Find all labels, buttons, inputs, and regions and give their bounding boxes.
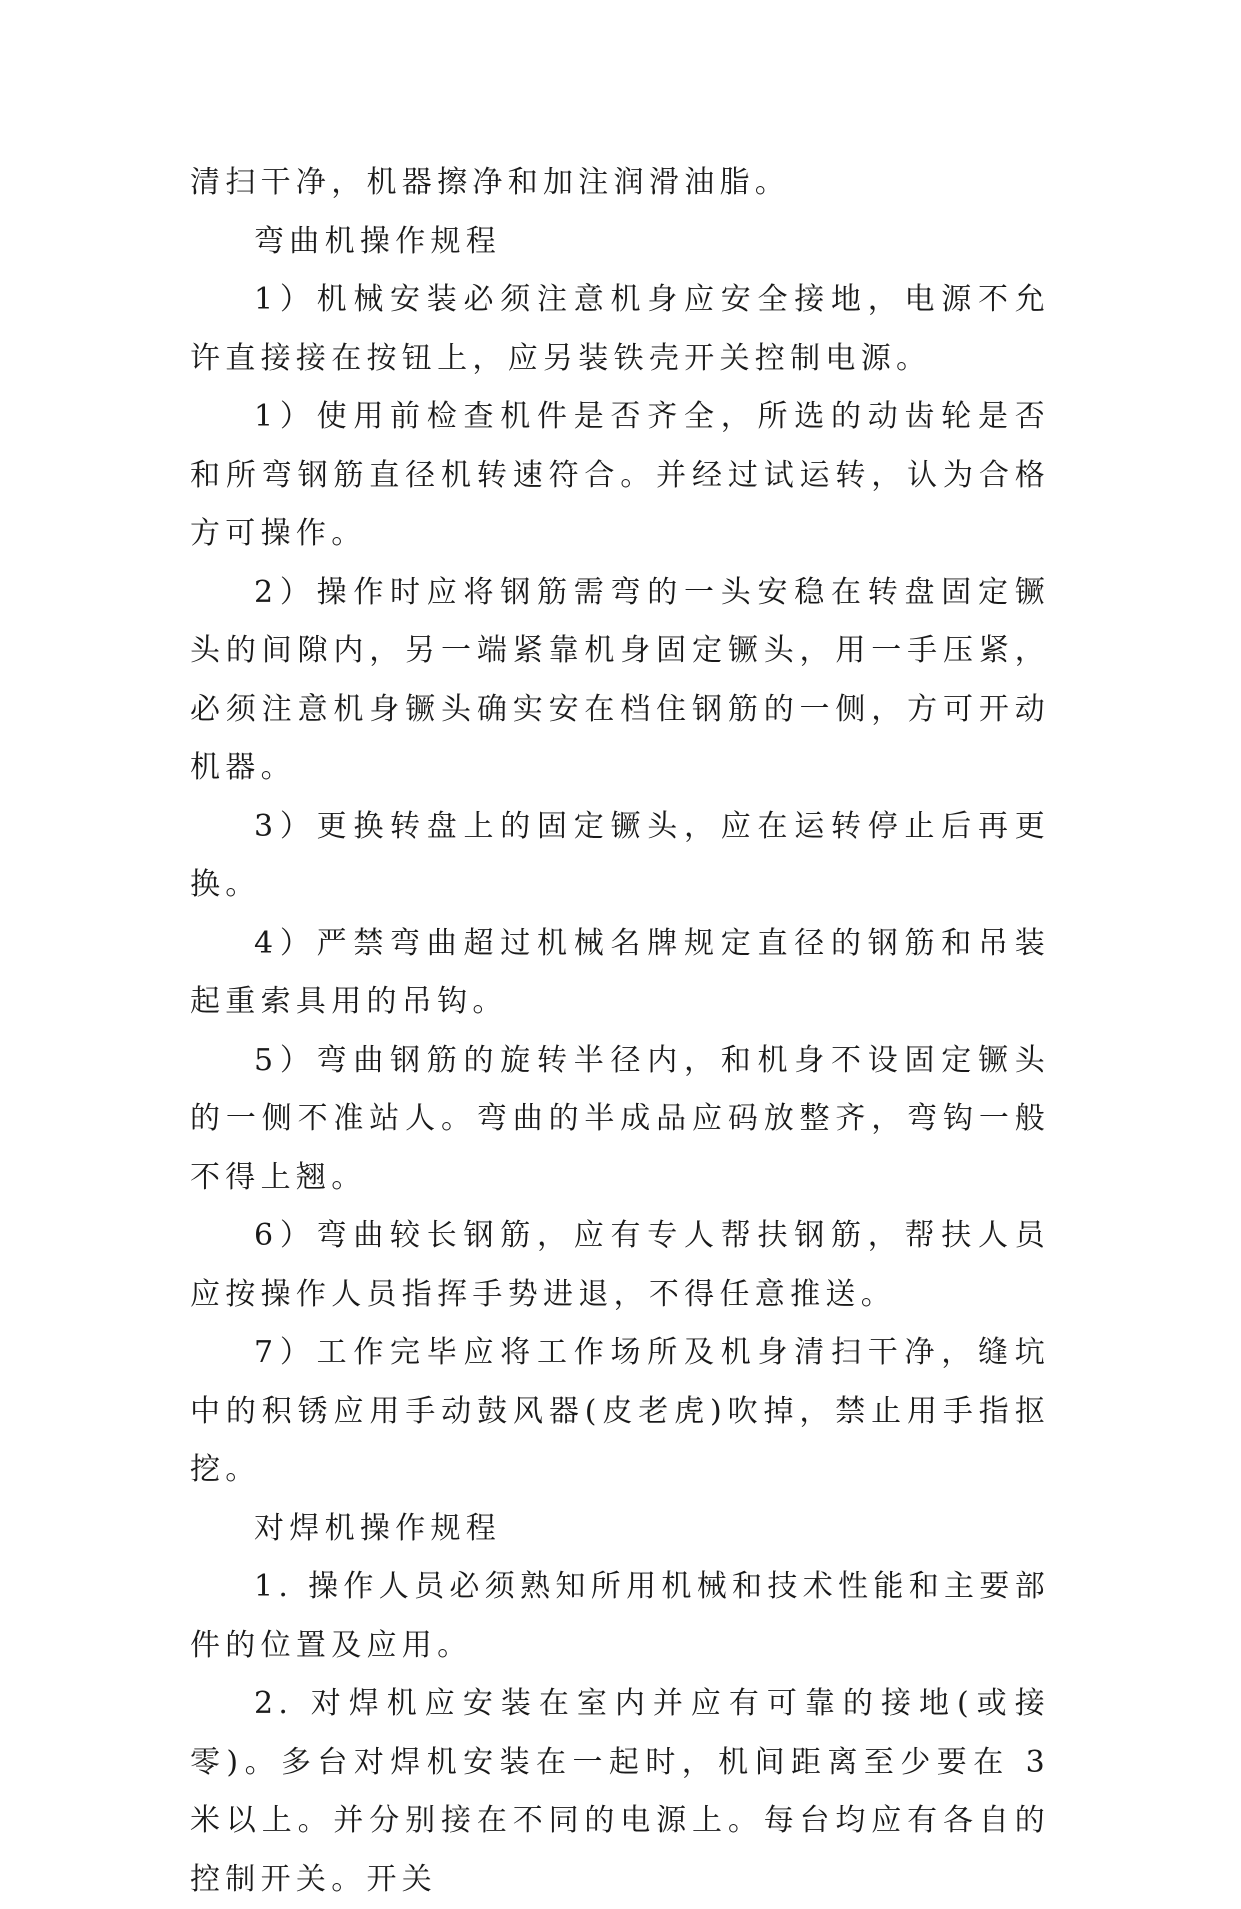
paragraph-continuation: 清扫干净，机器擦净和加注润滑油脂。: [190, 165, 791, 200]
paragraph-item: 3）更换转盘上的固定镢头，应在运转停止后再更换。: [190, 808, 1050, 902]
paragraph-item: 1. 操作人员必须熟知所用机械和技术性能和主要部件的位置及应用。: [190, 1569, 1050, 1663]
paragraph-item: 7）工作完毕应将工作场所及机身清扫干净，缝坑中的积锈应用手动鼓风器(皮老虎)吹掉，禁止用手指抠挖。: [190, 1335, 1050, 1487]
paragraph-item: 1）使用前检查机件是否齐全，所选的动齿轮是否和所弯钢筋直径机转速符合。并经过试运转，认为合格方可操作。: [190, 399, 1050, 551]
paragraph-item: 5）弯曲钢筋的旋转半径内，和机身不设固定镢头的一侧不准站人。弯曲的半成品应码放整齐，弯钩一般不得上翘。: [190, 1042, 1050, 1195]
paragraph-item: 2）操作时应将钢筋需弯的一头安稳在转盘固定镢头的间隙内，另一端紧靠机身固定镢头，用一手压紧，必须注意机身镢头确实安在档住钢筋的一侧，方可开动机器。: [190, 574, 1050, 785]
section-heading-butt-welder: 对焊机操作规程: [254, 1510, 502, 1546]
paragraph-item: 4）严禁弯曲超过机械名牌规定直径的钢筋和吊装起重索具用的吊钩。: [190, 925, 1050, 1019]
paragraph-item: 1）机械安装必须注意机身应安全接地，电源不允许直接接在按钮上，应另装铁壳开关控制电源。: [190, 282, 1050, 376]
document-body: [190, 154, 1050, 1909]
section-heading-bending-machine: 弯曲机操作规程: [254, 223, 502, 259]
paragraph-item: 2. 对焊机应安装在室内并应有可靠的接地(或接零)。多台对焊机安装在一起时，机间距离至少要在 3 米以上。并分别接在不同的电源上。每台均应有各自的控制开关。开关: [190, 1686, 1050, 1897]
paragraph-item: 6）弯曲较长钢筋，应有专人帮扶钢筋，帮扶人员应按操作人员指挥手势进退，不得任意推送。: [190, 1218, 1050, 1312]
